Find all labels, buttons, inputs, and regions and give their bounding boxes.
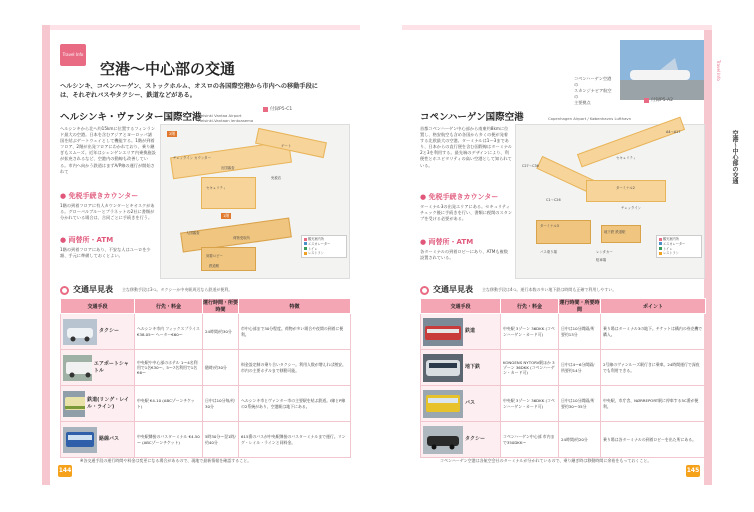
col-dest: 行先・料金 xyxy=(501,299,559,314)
point-cell: 乗り場は各ターミナルの到着ロビーを出た所にある。 xyxy=(601,422,706,458)
lead-line-2: は、それぞれバスやタクシー、鉄道などがある。 xyxy=(60,92,196,99)
duty-free-text-left: 1階の到着フロアに有人カウンターとキオスクがある。グローバルブルーとプラネットの2社に書類が分かれている場合は、合同ごとに手続きを行う。 xyxy=(60,203,155,221)
rental-label: レンタカー xyxy=(596,250,613,254)
feature-cell: 料金設定制の乗り合いタクシー。利用人数が増えれば割安。市内の主要ホテルまで移動可能。 xyxy=(239,350,351,386)
exchange-title-left: ● 両替所・ATM xyxy=(60,236,114,244)
copenhagen-airport-map xyxy=(515,124,705,279)
transport-table-right xyxy=(420,298,706,458)
escalator-icon xyxy=(659,242,662,245)
dest-cell: 中央駅や中心部のホテル 1～4名利用で1名€30～、5～7名利用で1名€6～ xyxy=(135,350,203,386)
feature-cell: 615番のバスが中央駅隣接のバスターミナルまで運行。リング・レイル・ラインと同料金。 xyxy=(239,422,351,458)
time-cell: 日中は10分間隔/所要約30～35分 xyxy=(559,386,601,422)
train-label: 鉄道駅 xyxy=(209,264,220,268)
info-icon xyxy=(659,238,662,241)
caption-line: コペンハーゲン空港の xyxy=(574,76,612,88)
exchange-title-text: 両替所・ATM xyxy=(68,236,114,244)
section-marker-icon xyxy=(60,286,69,295)
exchange-title-text: 両替所・ATM xyxy=(428,238,474,246)
dest-cell: ヘルシンキ市内 フィックスプライス €38.05～ ヘーター€60～ xyxy=(135,314,203,350)
time-cell: 随時/約30分 xyxy=(203,350,239,386)
exchange-title-right: ● 両替所・ATM xyxy=(420,238,474,246)
map-legend-right xyxy=(656,235,702,258)
mode-cell: 路線バス xyxy=(61,422,135,458)
terminal-2-block xyxy=(586,180,666,202)
col-time: 運行時間・所要時間 xyxy=(559,300,600,313)
copenhagen-airport-en: Copenhagen Airport / Københavns Lufthavn xyxy=(548,116,632,121)
table-row xyxy=(61,314,351,350)
checkin-label-right: チェックイン xyxy=(621,206,642,210)
airport-photo xyxy=(620,40,704,100)
table-row xyxy=(61,350,351,386)
gates-c-label: C27～C36 xyxy=(522,164,539,168)
floor-1-label: 1階 xyxy=(223,213,230,218)
mode-cell: タクシー xyxy=(61,314,135,350)
baggage-label: 荷物受取所 xyxy=(233,236,250,240)
legend-item: エスカレーター xyxy=(304,242,344,247)
legend-item: 観光案内所 xyxy=(659,237,699,242)
dest-cell: コペンハーゲン中心部 市内まで350DKK～ xyxy=(501,422,559,458)
feature-cell: 市中心部まで30分程度。荷物が多い場合や夜間の到着に便利。 xyxy=(239,314,351,350)
shuttle-photo xyxy=(63,355,92,381)
time-cell: 日中は4～6分間隔/所要約14分 xyxy=(559,350,601,386)
table-row xyxy=(421,422,706,458)
col-point: ポイント xyxy=(601,299,706,314)
gates-c2-label: C1～C26 xyxy=(546,198,561,202)
time-cell: 24時間/約30分 xyxy=(203,314,239,350)
mode-cell: バス xyxy=(421,386,501,422)
toilet-icon xyxy=(304,247,307,250)
col-dest: 行先・料金 xyxy=(135,299,203,314)
photo-caption xyxy=(574,76,614,106)
table-row xyxy=(421,386,706,422)
toilet-icon xyxy=(659,247,662,250)
map-ref-right: 付録P5-A2 xyxy=(651,98,674,103)
parking-label: 駐車場 xyxy=(596,258,607,262)
duty-free-title-left: ● 免税手続きカウンター xyxy=(60,192,139,200)
copenhagen-airport-title: コペンハーゲン国際空港 xyxy=(420,112,524,123)
mode-cell: 鉄道 xyxy=(421,314,501,350)
duty-free-title-right: ● 免税手続きカウンター xyxy=(420,193,499,201)
col-mode: 交通手段 xyxy=(61,299,135,314)
legend-item: レストラン xyxy=(304,251,344,256)
section-marker-icon xyxy=(420,286,429,295)
col-time: 運行時間・所要時間 xyxy=(203,300,239,313)
duty-free-text-right: ターミナル3の出発エリアにある。セキュリティチェック後に手続きを行い、書類に税関のスタンプを受ける必要がある。 xyxy=(420,204,513,222)
map-ref: 付録P5-C1 xyxy=(270,107,293,112)
side-title: 空港～中心部の交通 xyxy=(731,130,738,184)
dest-cell: 中央駅隣接のバスターミナル €4.50～ (ABCゾーンチケット) xyxy=(135,422,203,458)
gates-a-label: A4～A17 xyxy=(666,130,681,134)
time-cell: 24時間/約20分 xyxy=(559,422,601,458)
map-ref-icon xyxy=(644,98,649,103)
store-label: 免税店 xyxy=(271,176,282,180)
top-band xyxy=(50,25,360,30)
legend-item: トイレ xyxy=(304,247,344,252)
quick-guide-note-left: 主な移動手段は3つ。タクシーか中央駅周辺なら鉄道が便利。 xyxy=(122,287,233,292)
table-row xyxy=(61,422,351,458)
side-tag-en: Travel Info xyxy=(716,60,721,81)
security-area xyxy=(201,177,256,209)
col-mode: 交通手段 xyxy=(421,299,501,314)
quick-guide-title-right: 交通早見表 xyxy=(433,285,473,294)
copenhagen-intro: 首都コペンハーゲン中心部から南東約8kmに位置し、格安航空も含め各国から多くの便が発着する北欧最大の空港。ターミナルは1～3まであり、日本からの直行便を含む国際線はターミナル2と3を利用する。最先端のデザインにより、利便性とホスピタリティの高い空港として知られている。 xyxy=(420,126,512,168)
arrival-label: 入国審査 xyxy=(186,231,200,235)
bus-photo xyxy=(423,390,463,418)
transport-table-left xyxy=(60,298,351,458)
exchange-text-left: 1階の到着フロアにあり、不安な人はユーロを少額、手元に準備しておくとよい。 xyxy=(60,247,151,259)
table-row xyxy=(61,386,351,422)
time-cell: 5時30分～翌1時/約40分 xyxy=(203,422,239,458)
terminal-2-label: ターミナル2 xyxy=(616,186,635,190)
legend-item: レストラン xyxy=(659,251,699,256)
table-row xyxy=(421,314,706,350)
page-title: 空港～中心部の交通 xyxy=(100,60,236,78)
mode-cell: 鉄道(リング・レイル・ライン) xyxy=(61,386,135,422)
lead-line-1: ヘルシンキ、コペンハーゲン、ストックホルム、オスロの各国際空港から市内への移動手段に xyxy=(60,83,318,90)
terminal-3-label: ターミナル3 xyxy=(540,224,559,228)
floor-2-label: 2階 xyxy=(169,131,176,136)
mode-cell: エアポートシャトル xyxy=(61,350,135,386)
map-legend-left xyxy=(301,235,347,258)
immigration-label: 出国審査 xyxy=(221,166,235,170)
caption-line: 主要拠点 xyxy=(574,100,591,106)
top-band xyxy=(402,25,712,30)
exchange-text-right: 各ターミナルの到着ロビーにあり、ATMも複数設置されている。 xyxy=(420,249,508,261)
table-header xyxy=(61,299,351,314)
point-cell: 乗り場はターミナル3の地下。チケットは構内の券売機で購入。 xyxy=(601,314,706,350)
train-label-right: 地下鉄 鉄道駅 xyxy=(604,230,626,234)
helsinki-airport-title: ヘルシンキ・ヴァンター国際空港 xyxy=(60,112,202,123)
station-block xyxy=(601,225,641,243)
bus-label: バス乗り場 xyxy=(540,250,557,254)
feature-cell: ヘルシンキ市とヴァンター市の主要駅を結ぶ鉄道。I線とP線の2系統があり、空港駅は地下にある。 xyxy=(239,386,351,422)
train-photo xyxy=(63,391,85,417)
legend-item: 観光案内所 xyxy=(304,237,344,242)
caption-line: スカンジナビア航空の xyxy=(574,88,612,100)
table-header xyxy=(421,299,706,314)
mode-cell: タクシー xyxy=(421,422,501,458)
duty-free-title-text: 免税手続きカウンター xyxy=(68,192,139,200)
taxi-photo xyxy=(423,426,463,454)
page-number-right: 145 xyxy=(686,465,700,477)
helsinki-airport-map xyxy=(160,124,350,279)
duty-free-title-text: 免税手続きカウンター xyxy=(428,193,499,201)
point-cell: 中央駅、市庁舎、NØRREPORT駅に停車する5C番が便利。 xyxy=(601,386,706,422)
metro-photo xyxy=(423,354,463,382)
helsinki-intro: ヘルシンキから北へ約15kmに位置するフィンランド最大の空港。日本を含むアジアとヨーロッパ諸国を結ぶゲートウェイとして機能する。1階が到着フロア、2階が出発フロアにわかれており、乗り継ぎもスムーズ。近年はシェンゲンエリア内乗換施設が拡充されるなど、空港内の動線も改善している。市内へ向かう鉄道はまずA/P線の運行が開始されて xyxy=(60,126,156,174)
info-icon xyxy=(304,238,307,241)
travel-info-tag: Travel Info xyxy=(60,44,86,66)
legend-item: トイレ xyxy=(659,247,699,252)
time-cell: 日中は10分間隔/所要約13分 xyxy=(559,314,601,350)
quick-guide-note-right: 主な移動手段は4つ。運行本数の多い地下鉄は時間も正確で利用しやすい。 xyxy=(482,287,617,292)
checkin-label: チェックイン カウンター xyxy=(173,156,211,160)
footnote-right: コペンハーゲン空港は各航空会社のターミナルが分かれているので、乗り継ぎ時は移動時間に余裕をもっておくこと。 xyxy=(440,458,652,463)
dest-cell: KONGENS NYTORV駅ほか 3ゾーン 36DKK (コペンハーゲン・カード可) xyxy=(501,350,559,386)
bus-photo xyxy=(63,427,97,453)
security-label-right: セキュリティ xyxy=(616,156,637,160)
taxi-photo xyxy=(63,319,97,345)
page-number-left: 144 xyxy=(58,465,72,477)
restaurant-icon xyxy=(304,252,307,255)
mode-cell: 地下鉄 xyxy=(421,350,501,386)
helsinki-airport-en: Helsinki Vantaa Airport xyxy=(198,113,242,118)
time-cell: 日中は10分毎/約30分 xyxy=(203,386,239,422)
helsinki-airport-fi: Helsinki-Vantaan lentoasema xyxy=(198,118,254,123)
dest-cell: 中央駅 €4.10 (ABCゾーンチケット) xyxy=(135,386,203,422)
footnote-left: ※各交通手段の運行時間や料金は変更になる場合があるので、現地で最新情報を確認すること。 xyxy=(80,458,252,463)
point-cell: 2号線のヴァンルーズ駅行きに乗車。24時間運行で深夜でも利用できる。 xyxy=(601,350,706,386)
escalator-icon xyxy=(304,242,307,245)
map-ref-icon xyxy=(263,107,268,112)
gate-label: ゲート xyxy=(281,144,292,148)
table-row xyxy=(421,350,706,386)
quick-guide-title-left: 交通早見表 xyxy=(73,285,113,294)
restaurant-icon xyxy=(659,252,662,255)
rail-photo xyxy=(423,318,463,346)
security-label: セキュリティ xyxy=(206,186,227,190)
counter-label: 到着ロビー xyxy=(206,254,223,258)
dest-cell: 中央駅 3ゾーン 36DKK (コペンハーゲン・カード可) xyxy=(501,386,559,422)
dest-cell: 中央駅 3ゾーン 36DKK (コペンハーゲン・カード可) xyxy=(501,314,559,350)
legend-item: エスカレーター xyxy=(659,242,699,247)
col-feature: 特徴 xyxy=(239,299,351,314)
